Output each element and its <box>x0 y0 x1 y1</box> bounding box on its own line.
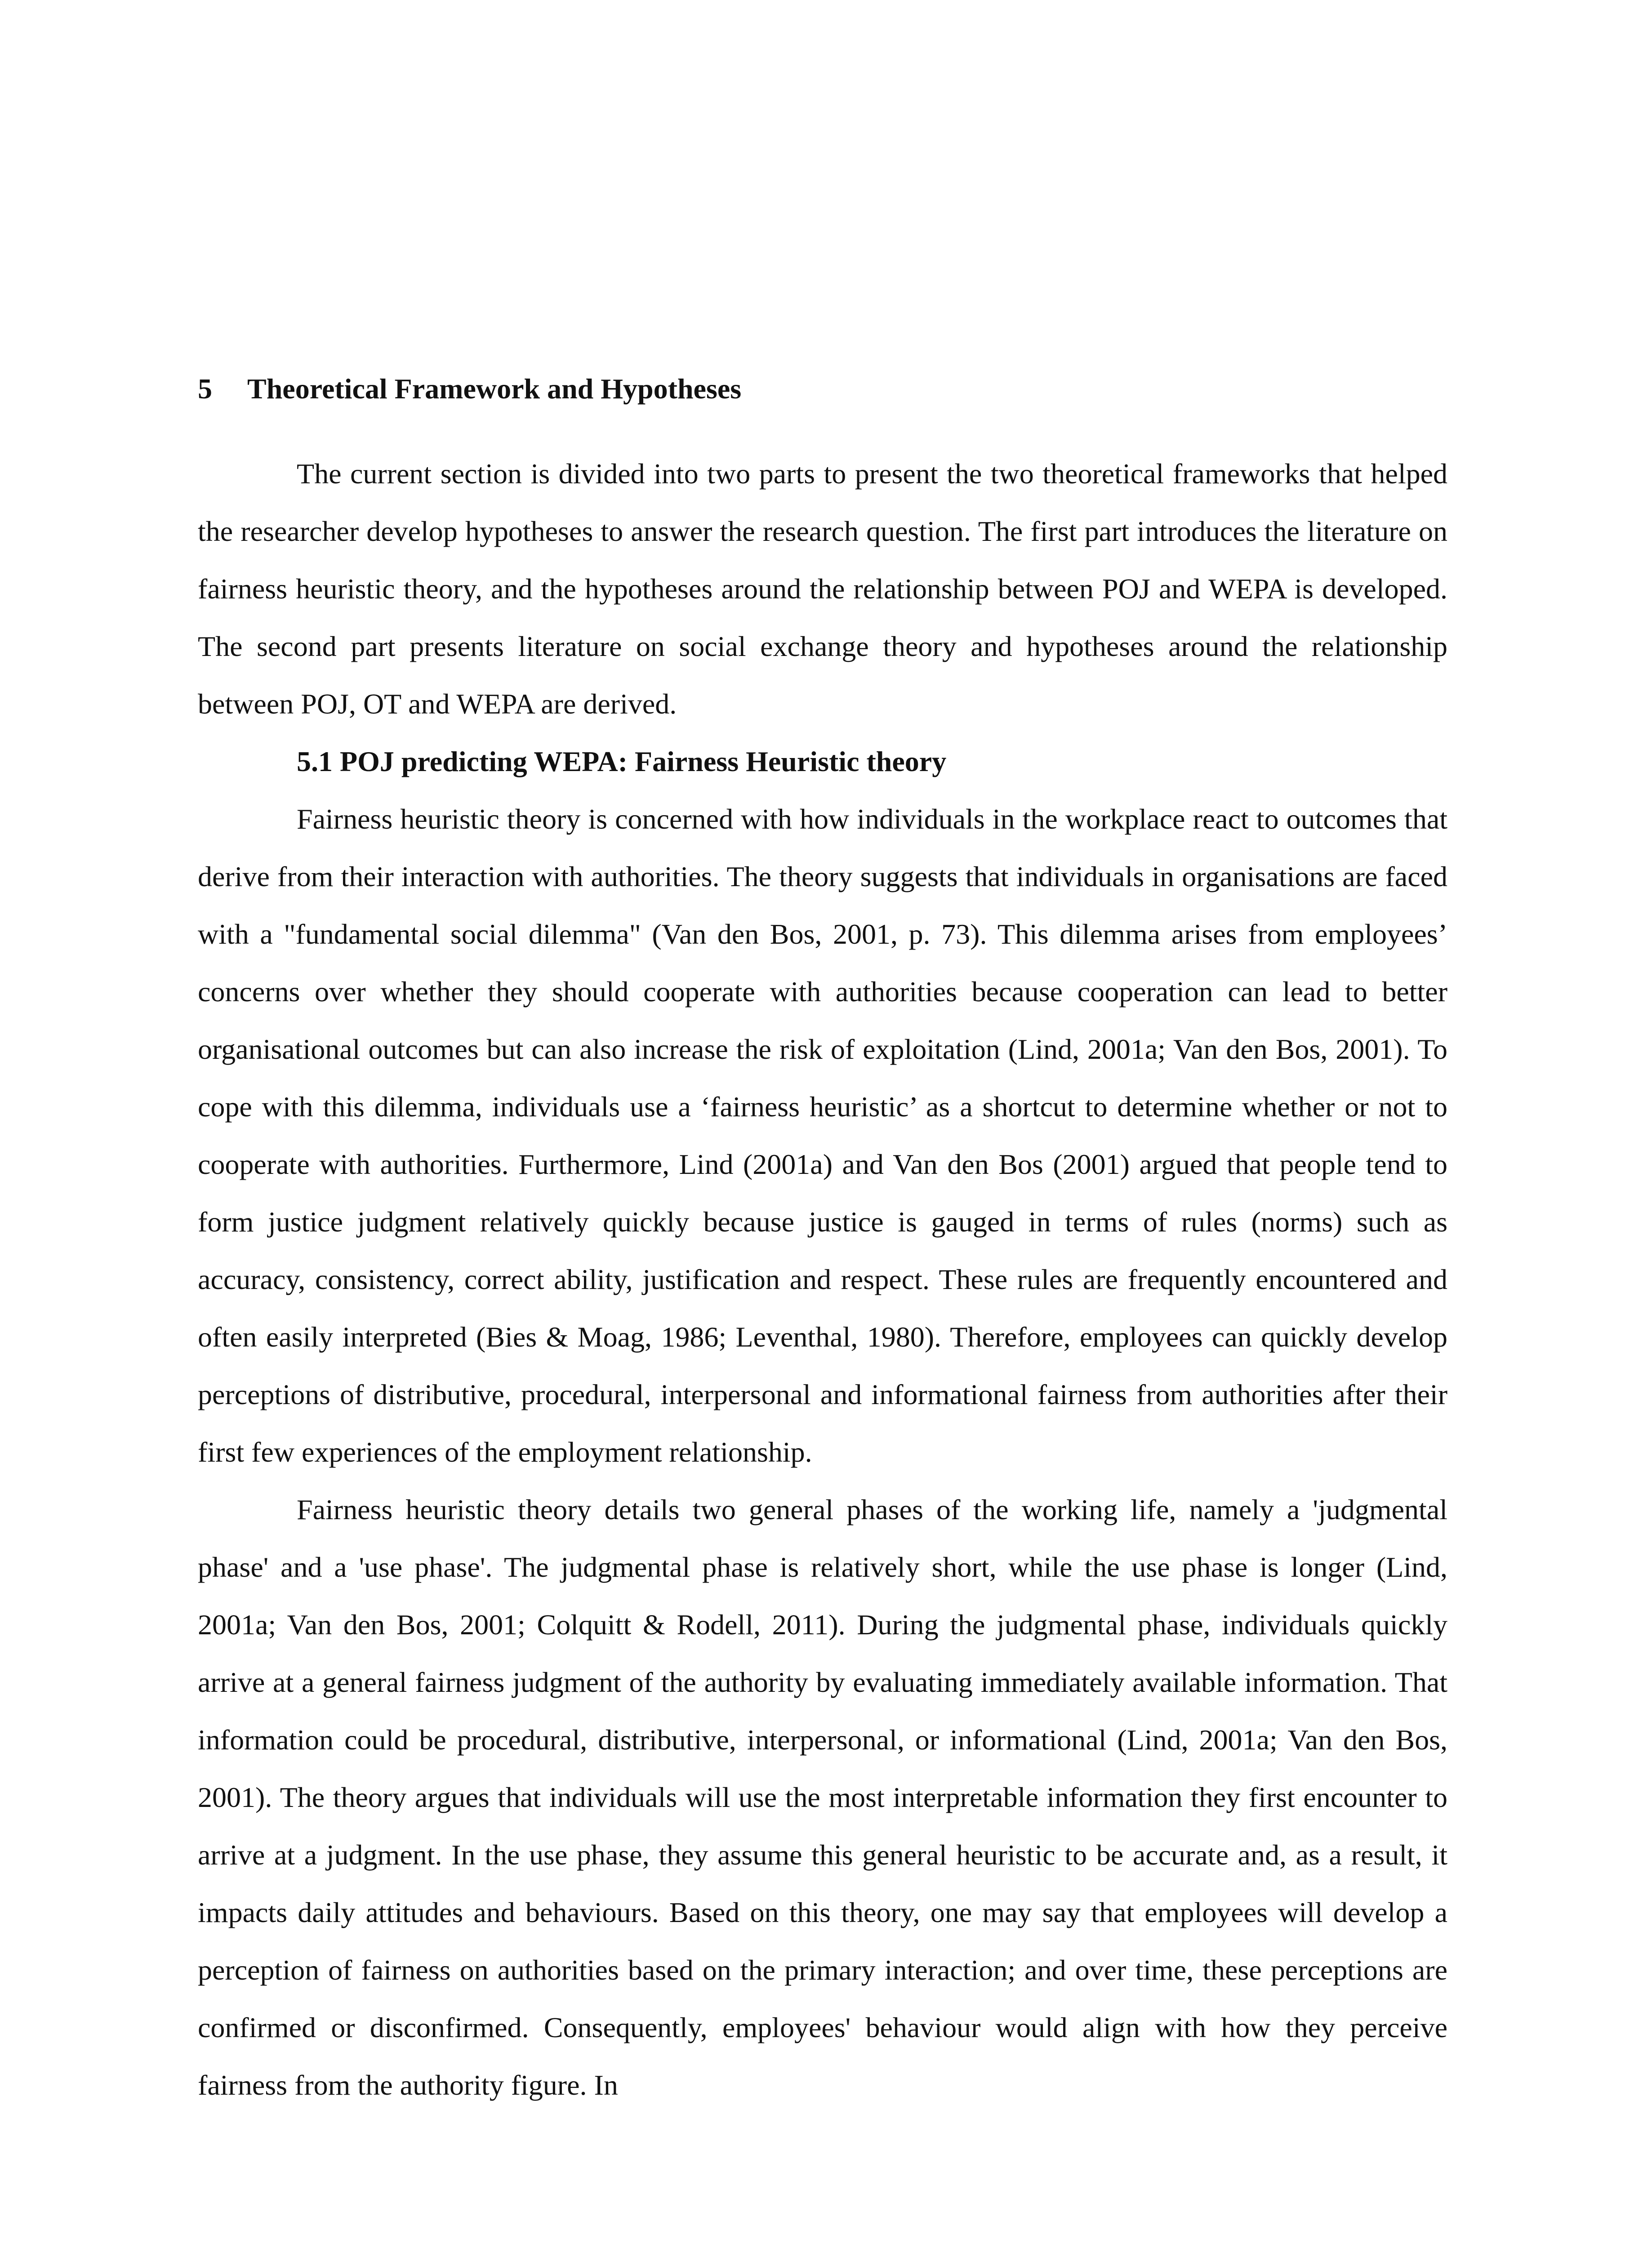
body-paragraph-1: Fairness heuristic theory is concerned with how individuals in the workplace react to outcomes that derive from their interaction with authorities. The theory suggests that individuals in organisations are faced with a "fundamental social dilemma" (Van den Bos, 2001, p. 73). This dilemma arises from employees’ concerns over whether they should cooperate with authorities because cooperation can lead to better organisational outcomes but can also increase the risk of exploitation (Lind, 2001a; Van den Bos, 2001). To cope with this dilemma, individuals use a ‘fairness heuristic’ as a shortcut to determine whether or not to cooperate with authorities. Furthermore, Lind (2001a) and Van den Bos (2001) argued that people tend to form justice judgment relatively quickly because justice is gauged in terms of rules (norms) such as accuracy, consistency, correct ability, justification and respect. These rules are frequently encountered and often easily interpreted (Bies & Moag, 1986; Leventhal, 1980). Therefore, employees can quickly develop perceptions of distributive, procedural, interpersonal and informational fairness from authorities after their first few experiences of the employment relationship. <box>198 803 1447 1468</box>
section-title: Theoretical Framework and Hypotheses <box>247 373 742 405</box>
body-paragraph-2: Fairness heuristic theory details two general phases of the working life, namely a 'judgmental phase' and a 'use phase'. The judgmental phase is relatively short, while the use phase is longer (Lind, 2001a; Van den Bos, 2001; Colquitt & Rodell, 2011). During the judgmental phase, individuals quickly arrive at a general fairness judgment of the authority by evaluating immediately available information. That information could be procedural, distributive, interpersonal, or informational (Lind, 2001a; Van den Bos, 2001). The theory argues that individuals will use the most interpretable information they first encounter to arrive at a judgment. In the use phase, they assume this general heuristic to be accurate and, as a result, it impacts daily attitudes and behaviours. Based on this theory, one may say that employees will develop a perception of fairness on authorities based on the primary interaction; and over time, these perceptions are confirmed or disconfirmed. Consequently, employees' behaviour would align with how they perceive fairness from the authority figure. In <box>198 1494 1447 2101</box>
page-content <box>198 369 1447 2114</box>
section-heading <box>198 369 1447 409</box>
intro-paragraph: The current section is divided into two parts to present the two theoretical frameworks that helped the researcher develop hypotheses to answer the research question. The first part introduces the literature on fairness heuristic theory, and the hypotheses around the relationship between POJ and WEPA is developed. The second part presents literature on social exchange theory and hypotheses around the relationship between POJ, OT and WEPA are derived. <box>198 458 1447 720</box>
subsection-heading: 5.1 POJ predicting WEPA: Fairness Heuristic theory <box>297 745 947 777</box>
section-number: 5 <box>198 373 212 405</box>
